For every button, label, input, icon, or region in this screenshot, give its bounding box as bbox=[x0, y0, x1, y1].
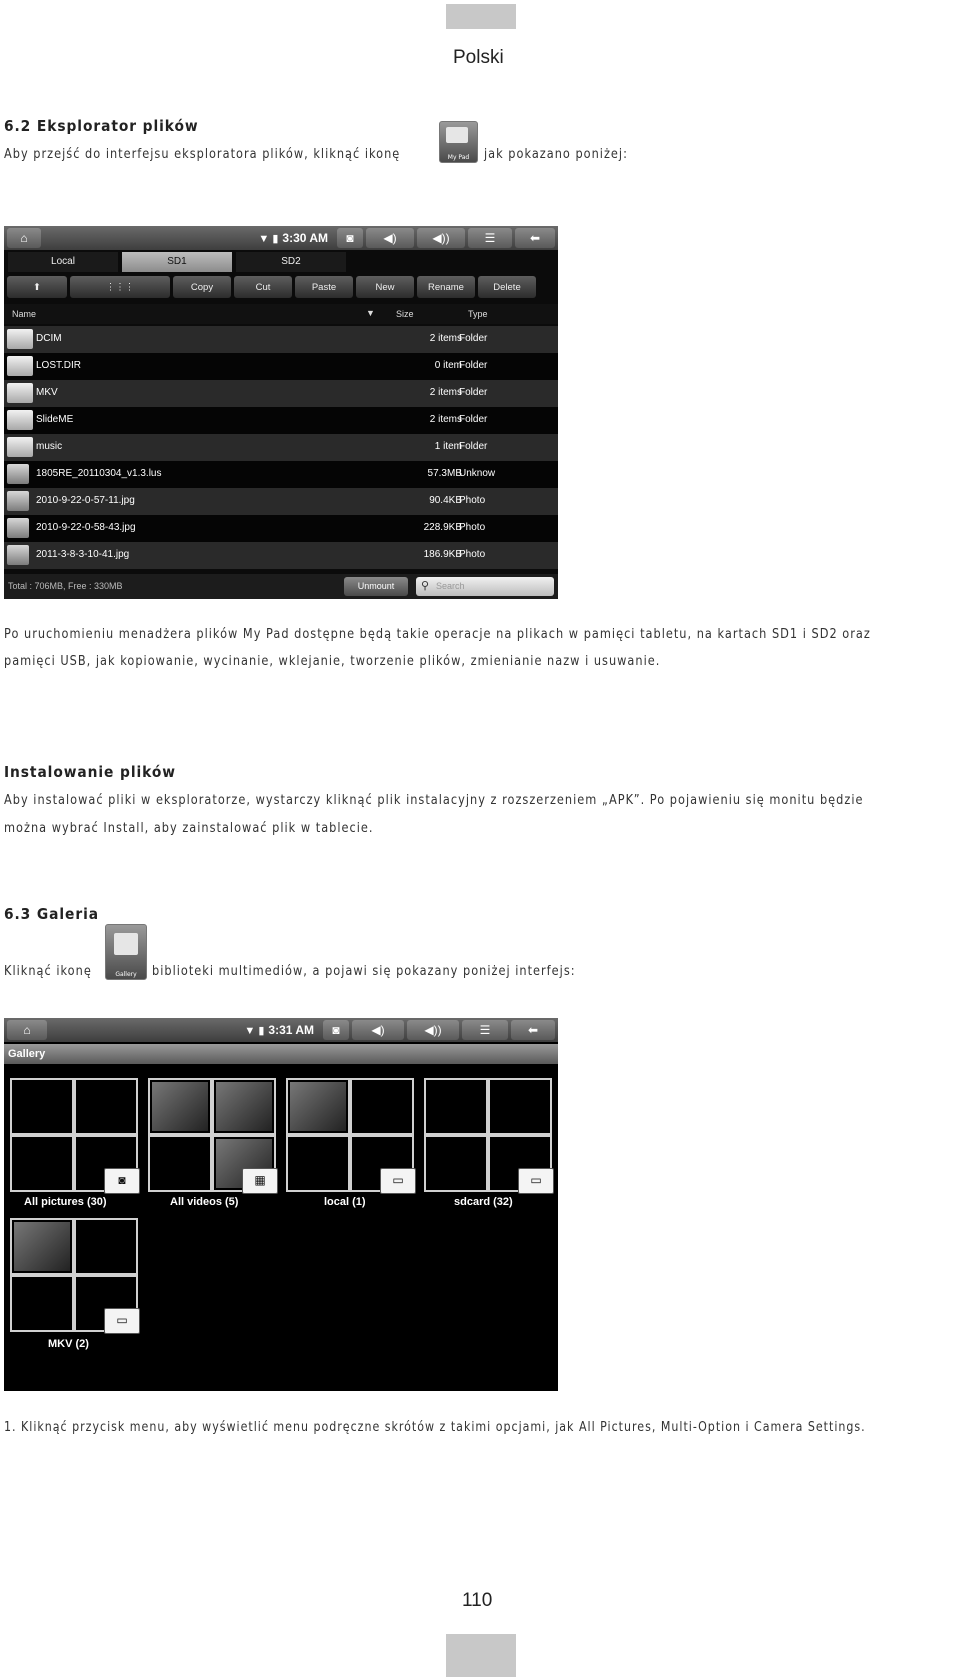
file-type: Folder bbox=[459, 360, 488, 371]
folder-icon: ▭ bbox=[104, 1308, 140, 1334]
album-all-pictures[interactable] bbox=[10, 1078, 138, 1192]
volume-down-icon[interactable]: ◀) bbox=[352, 1020, 404, 1040]
page-number: 110 bbox=[462, 1590, 493, 1611]
gallery-screenshot bbox=[4, 1018, 558, 1391]
home-icon[interactable]: ⌂ bbox=[7, 1020, 47, 1040]
file-type: Photo bbox=[459, 495, 486, 506]
column-type[interactable]: Type bbox=[468, 309, 488, 319]
my-pad-icon-label: My Pad bbox=[447, 154, 470, 161]
album-label: local (1) bbox=[324, 1196, 366, 1208]
paragraph-line-1: Po uruchomieniu menadżera plików My Pad dostępne będą takie operacje na plikach w pamięci tabletu, na kartach SD1 i SD2 oraz bbox=[4, 626, 871, 642]
file-name: 1805RE_20110304_v1.3.lus bbox=[36, 468, 162, 479]
file-row[interactable] bbox=[4, 407, 558, 434]
file-type: Folder bbox=[459, 387, 488, 398]
file-row[interactable] bbox=[4, 515, 558, 542]
folder-icon bbox=[7, 356, 33, 376]
file-size: 90.4KB bbox=[429, 495, 462, 506]
intro-text-6-3-end: biblioteki multimediów, a pojawi się pokazany poniżej interfejs: bbox=[152, 963, 576, 979]
unmount-button[interactable]: Unmount bbox=[344, 577, 408, 596]
file-type: Folder bbox=[459, 414, 488, 425]
clock: 3:31 AM bbox=[268, 1023, 314, 1037]
folder-icon bbox=[7, 329, 33, 349]
grid-view-icon[interactable]: ⋮⋮⋮ bbox=[70, 276, 170, 298]
file-name: LOST.DIR bbox=[36, 360, 82, 371]
album-label: sdcard (32) bbox=[454, 1196, 513, 1208]
file-row[interactable] bbox=[4, 542, 558, 569]
file-size: 2 items bbox=[429, 414, 462, 425]
up-icon[interactable]: ⬆ bbox=[7, 276, 67, 298]
photo-file-icon bbox=[7, 491, 29, 511]
column-header bbox=[4, 304, 558, 324]
search-placeholder: Search bbox=[436, 581, 465, 591]
camera-icon[interactable]: ◙ bbox=[323, 1020, 349, 1040]
file-size: 1 item bbox=[434, 441, 462, 452]
album-all-videos[interactable] bbox=[148, 1078, 276, 1192]
file-name: SlideME bbox=[36, 414, 74, 425]
file-name: 2010-9-22-0-58-43.jpg bbox=[36, 522, 136, 533]
column-size[interactable]: Size bbox=[396, 309, 414, 319]
file-size: 186.9KB bbox=[423, 549, 462, 560]
album-local[interactable] bbox=[286, 1078, 414, 1192]
storage-tabs bbox=[4, 252, 558, 274]
folder-icon: ▭ bbox=[518, 1168, 554, 1194]
search-icon: ⚲ bbox=[421, 580, 430, 592]
camera-icon: ◙ bbox=[104, 1168, 140, 1194]
album-label: MKV (2) bbox=[48, 1338, 89, 1350]
cut-button[interactable]: Cut bbox=[234, 276, 292, 298]
back-icon[interactable]: ⬅ bbox=[511, 1020, 555, 1040]
explorer-footer bbox=[4, 574, 558, 599]
status-bar bbox=[4, 1018, 558, 1042]
file-size: 2 items bbox=[429, 387, 462, 398]
delete-button[interactable]: Delete bbox=[478, 276, 536, 298]
section-title-6-3: 6.3 Galeria bbox=[4, 905, 99, 923]
menu-note: 1. Kliknąć przycisk menu, aby wyświetlić menu podręczne skrótów z takimi opcjami, jak All Pictures, Multi-Option i Camera Settings. bbox=[4, 1419, 866, 1435]
page-tab-bottom bbox=[446, 1634, 516, 1677]
file-name: music bbox=[36, 441, 63, 452]
clock: 3:30 AM bbox=[282, 231, 328, 245]
intro-text-6-3: Kliknąć ikonę bbox=[4, 963, 92, 979]
signal-icon: ▼ ▮ bbox=[244, 1024, 265, 1037]
file-size: 0 item bbox=[434, 360, 462, 371]
film-icon: ▦ bbox=[242, 1168, 278, 1194]
tab-sd2[interactable]: SD2 bbox=[236, 252, 346, 272]
album-label: All pictures (30) bbox=[24, 1196, 107, 1208]
album-label: All videos (5) bbox=[170, 1196, 239, 1208]
file-name: DCIM bbox=[36, 333, 62, 344]
photo-file-icon bbox=[7, 545, 29, 565]
intro-text-6-2: Aby przejść do interfejsu eksploratora plików, kliknąć ikonę bbox=[4, 146, 401, 162]
search-input[interactable] bbox=[416, 577, 554, 596]
volume-up-icon[interactable]: ◀)) bbox=[407, 1020, 459, 1040]
paste-button[interactable]: Paste bbox=[295, 276, 353, 298]
file-row[interactable] bbox=[4, 380, 558, 407]
file-type: Folder bbox=[459, 333, 488, 344]
folder-icon bbox=[7, 437, 33, 457]
gallery-icon bbox=[105, 924, 147, 980]
file-name: 2010-9-22-0-57-11.jpg bbox=[36, 495, 135, 506]
file-type: Unknow bbox=[459, 468, 496, 479]
file-size: 57.3MB bbox=[427, 468, 462, 479]
volume-up-icon[interactable]: ◀)) bbox=[417, 228, 465, 248]
file-row[interactable] bbox=[4, 488, 558, 515]
page-tab-top bbox=[446, 4, 516, 29]
album-sdcard[interactable] bbox=[424, 1078, 552, 1192]
file-type: Photo bbox=[459, 549, 486, 560]
folder-icon bbox=[7, 410, 33, 430]
paragraph-line-2: pamięci USB, jak kopiowanie, wycinanie, wklejanie, tworzenie plików, zmienianie nazw i usuwanie. bbox=[4, 653, 661, 669]
file-row[interactable] bbox=[4, 353, 558, 380]
file-size: 2 items bbox=[429, 333, 462, 344]
menu-icon[interactable]: ☰ bbox=[462, 1020, 508, 1040]
volume-down-icon[interactable]: ◀) bbox=[366, 228, 414, 248]
unknown-file-icon bbox=[7, 464, 29, 484]
folder-icon bbox=[7, 383, 33, 403]
folder-icon: ▭ bbox=[380, 1168, 416, 1194]
storage-summary: Total : 706MB, Free : 330MB bbox=[8, 581, 123, 591]
signal-icon: ▼ ▮ bbox=[258, 232, 279, 245]
explorer-toolbar bbox=[4, 276, 558, 300]
file-name: 2011-3-8-3-10-41.jpg bbox=[36, 549, 130, 560]
new-button[interactable]: New bbox=[356, 276, 414, 298]
gallery-icon-label: Gallery bbox=[115, 971, 137, 978]
file-explorer-screenshot bbox=[4, 226, 558, 599]
photo-file-icon bbox=[7, 518, 29, 538]
file-size: 228.9KB bbox=[423, 522, 462, 533]
file-name: MKV bbox=[36, 387, 58, 398]
back-icon[interactable]: ⬅ bbox=[515, 228, 555, 248]
section-title-6-2: 6.2 Eksplorator plików bbox=[4, 117, 199, 135]
menu-icon[interactable]: ☰ bbox=[468, 228, 512, 248]
intro-text-6-2-end: jak pokazano poniżej: bbox=[484, 146, 628, 162]
album-mkv[interactable] bbox=[10, 1218, 138, 1332]
rename-button[interactable]: Rename bbox=[417, 276, 475, 298]
file-type: Photo bbox=[459, 522, 486, 533]
install-title: Instalowanie plików bbox=[4, 763, 176, 781]
status-bar bbox=[4, 226, 558, 250]
camera-icon[interactable]: ◙ bbox=[337, 228, 363, 248]
file-row[interactable] bbox=[4, 326, 558, 353]
tab-local[interactable]: Local bbox=[8, 252, 118, 272]
column-name[interactable]: Name bbox=[12, 309, 37, 319]
my-pad-icon bbox=[439, 121, 478, 163]
gallery-title-bar: Gallery bbox=[4, 1044, 558, 1064]
file-row[interactable] bbox=[4, 461, 558, 488]
language-label: Polski bbox=[453, 47, 504, 68]
home-icon[interactable]: ⌂ bbox=[7, 228, 41, 248]
file-type: Folder bbox=[459, 441, 488, 452]
install-line-2: można wybrać Install, aby zainstalować plik w tablecie. bbox=[4, 820, 374, 836]
copy-button[interactable]: Copy bbox=[173, 276, 231, 298]
tab-sd1[interactable]: SD1 bbox=[122, 252, 232, 272]
sort-arrow-icon[interactable]: ▼ bbox=[366, 308, 375, 318]
file-row[interactable] bbox=[4, 434, 558, 461]
install-line-1: Aby instalować pliki w eksploratorze, wystarczy kliknąć plik instalacyjny z rozszerzeniem „APK”. Po pojawieniu się monitu będzie bbox=[4, 792, 864, 808]
